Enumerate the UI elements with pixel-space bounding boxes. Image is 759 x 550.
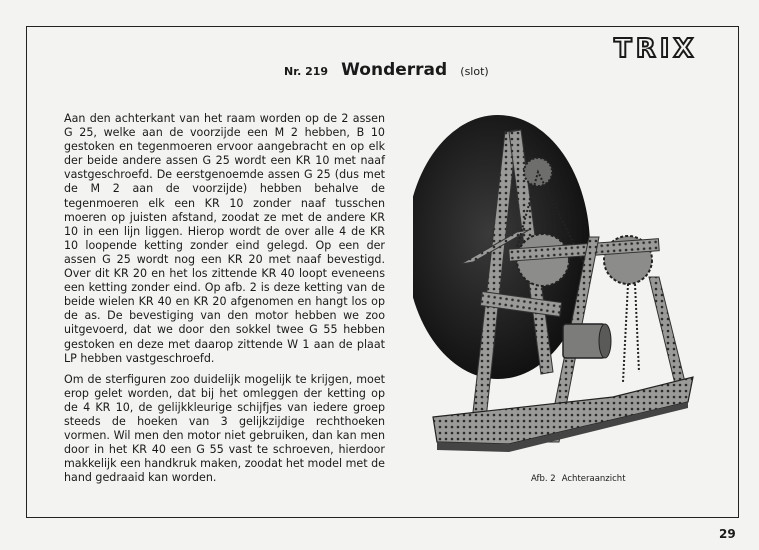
frame-leg-right-2 (649, 277, 685, 384)
trix-logo: TRIX (614, 34, 698, 64)
chain-hanging (623, 284, 639, 382)
page-number: 29 (719, 527, 736, 541)
model-number: Nr. 219 (284, 65, 329, 78)
figure-caption (531, 474, 626, 484)
instruction-text (64, 112, 385, 492)
figure-caption-text: Achteraanzicht (561, 474, 626, 484)
motor-end (599, 324, 611, 358)
model-subtitle: (slot) (460, 65, 489, 78)
paragraph-1: Aan den achterkant van het raam worden op de 2 assen G 25, welke aan de voorzijde een M 2 hebben, B 10 gestoken en tegenmoeren ervoor aangebracht en op elk der beide andere assen G 25 wordt een KR 10 met naaf vastgeschroefd. De eerstgenoemde assen G 25 (dus met de M 2 aan de voorzijde) hebben behalve de tegenmoeren elk een KR 10 zonder naaf tusschen moeren op juisten afstand, zoodat ze met de andere KR 10 in een lijn liggen. Hierop wordt de over alle 4 de KR 10 loopende ketting zonder eind gelegd. Op een der assen G 25 wordt nog een KR 20 met naaf bevestigd. Over dit KR 20 en het los zittende KR 40 loopt eveneens een ketting zonder eind. Op afb. 2 is deze ketting van de beide wielen KR 40 en KR 20 afgenomen en hangt los op de as. De bevestiging van den motor hebben we zoo uitgevoerd, dat we door den sokkel twee G 55 hebben gestoken en deze met daarop zittende W 1 aan de plaat LP hebben vastgeschroefd. (64, 112, 385, 365)
ferris-wheel-illustration (413, 112, 703, 464)
model-title: Wonderrad (341, 60, 448, 80)
page-title (284, 60, 489, 80)
figure-label: Afb. 2 (531, 474, 556, 484)
paragraph-2: Om de sterfiguren zoo duidelijk mogelijk te krijgen, moet erop gelet worden, dat bij het omleggen der ketting op de 4 KR 10, de gelijkkleurige schijfjes van iedere groep steeds de hoeken van 3 gelijkzijdige rechthoeken vormen. Wil men den motor niet gebruiken, dan kan men door in het KR 40 een G 55 vast te schroeven, hierdoor makkelijk een handkruk maken, zoodat het model met de hand gedraaid kan worden. (64, 372, 385, 485)
